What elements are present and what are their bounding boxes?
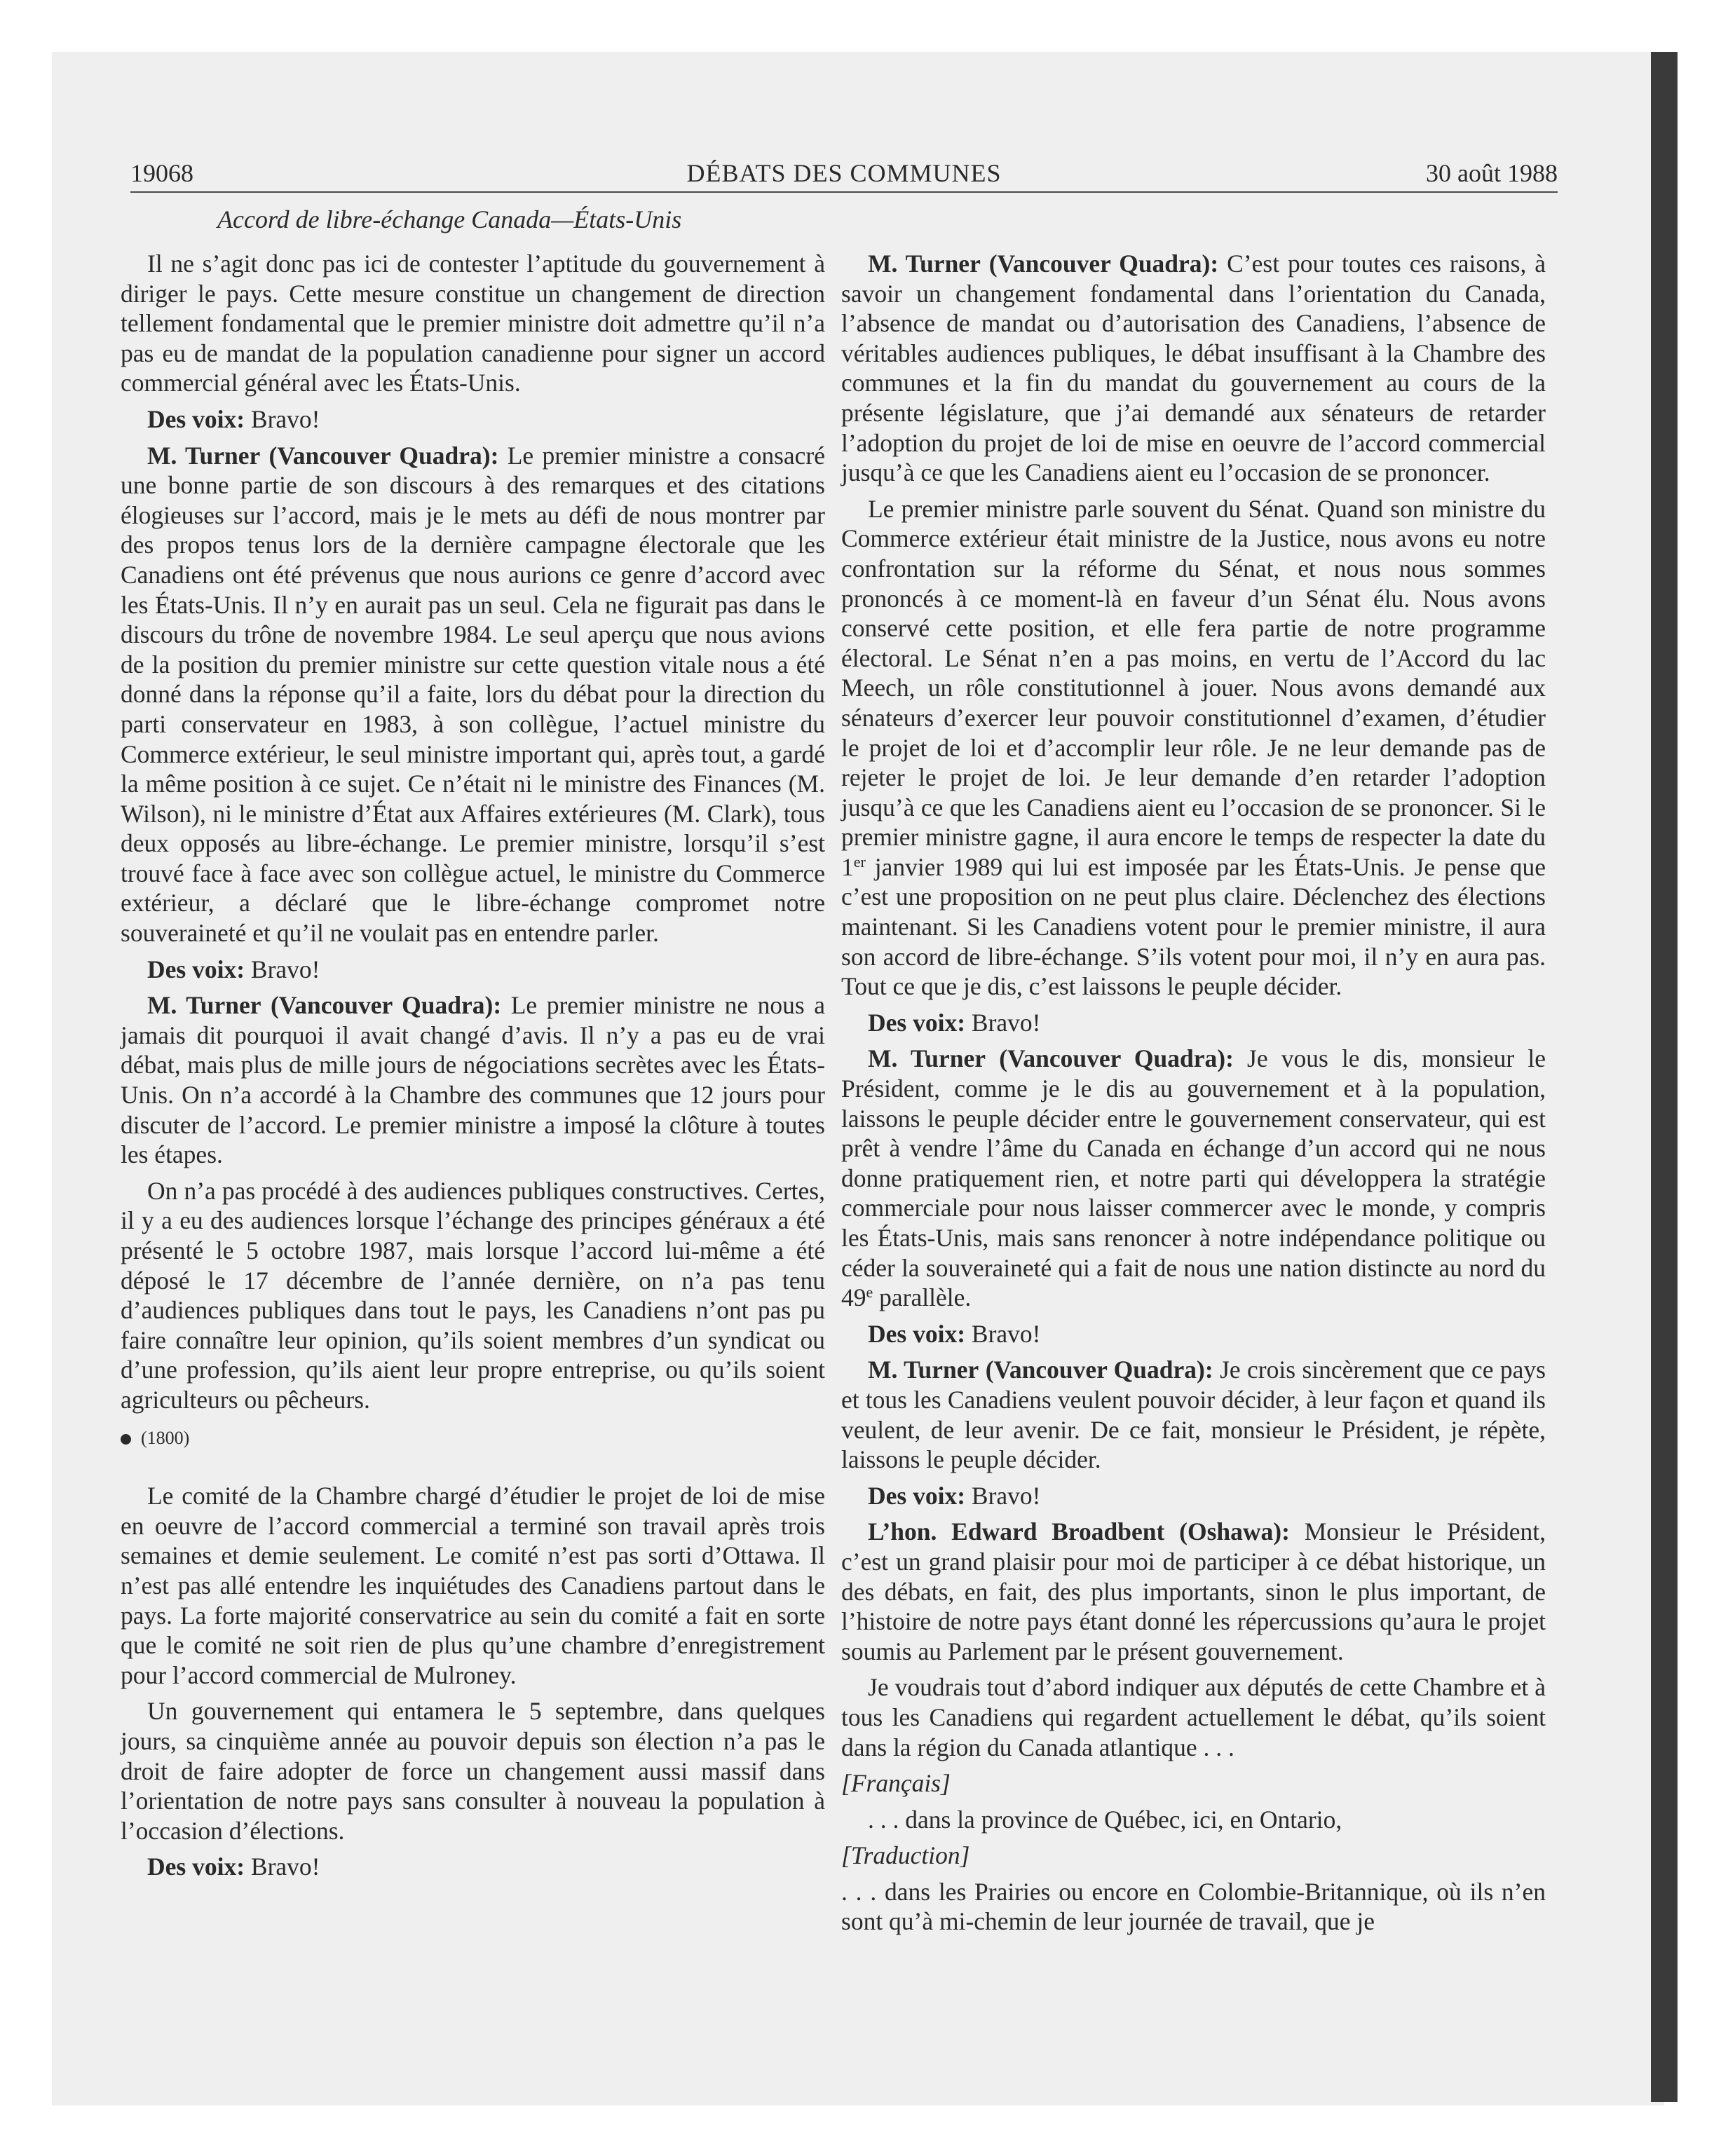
language-marker: [Français] bbox=[841, 1769, 951, 1798]
time-marker-text: (1800) bbox=[141, 1427, 190, 1448]
speaker-label: Des voix: bbox=[868, 1319, 966, 1348]
speaker-label: Des voix: bbox=[868, 1008, 966, 1037]
speaker-riding: (Vancouver Quadra): bbox=[268, 441, 499, 470]
speech-paragraph bbox=[121, 990, 825, 1170]
speech-text: parallèle. bbox=[873, 1283, 972, 1312]
interjection bbox=[841, 1008, 1546, 1038]
interjection bbox=[841, 1481, 1546, 1511]
interjection-text: Bravo! bbox=[965, 1319, 1041, 1348]
interjection bbox=[841, 1319, 1546, 1349]
speaker-name: L’hon. Edward Broadbent (Oshawa): bbox=[868, 1517, 1290, 1546]
paragraph bbox=[841, 494, 1546, 1002]
interjection bbox=[121, 955, 825, 985]
header-rule bbox=[130, 191, 1558, 193]
speaker-riding: (Vancouver Quadra): bbox=[271, 991, 502, 1020]
speaker-riding: (Vancouver Quadra): bbox=[988, 250, 1219, 278]
speech-text: Je vous le dis, monsieur le Président, comme je le dis au gouvernement et à la population, laissons le peuple décider entre le gouvernement conservateur, qui est prêt à vendre l’âme du Canada en échange d’un accord qui ne nous donne pratiquement rien, et notre parti qui développera la stratégie commerciale pour nous laisser commercer avec le monde, y compris les États-Unis, mais sans renoncer à notre indépendance politique ou céder la souveraineté qui a fait de nous une nation distincte au nord du 49 bbox=[841, 1044, 1546, 1312]
interjection-text: Bravo! bbox=[245, 404, 320, 433]
interjection bbox=[121, 404, 825, 435]
paragraph-text: janvier 1989 qui lui est imposée par les États-Unis. Je pense que c’est une proposition on ne peut plus claire. Déclenchez des élections maintenant. Si les Canadiens votent pour le premier ministre, il aura son accord de libre-échange. S’ils votent pour moi, il n’y en aura pas. Tout ce que je dis, c’est laissons le peuple décider. bbox=[841, 852, 1546, 1001]
page-date: 30 août 1988 bbox=[1426, 159, 1558, 187]
speech-paragraph bbox=[841, 249, 1546, 488]
interjection-text: Bravo! bbox=[965, 1481, 1041, 1510]
paragraph: Je voudrais tout d’abord indiquer aux députés de cette Chambre et à tous les Canadiens qui regardent actuellement le débat, qu’ils soient dans la région du Canada atlantique . . . bbox=[841, 1673, 1546, 1761]
scan-edge-bar bbox=[1651, 52, 1678, 2102]
speaker-name: M. Turner bbox=[868, 250, 981, 278]
speech-text: Je crois sincèrement que ce pays et tous les Canadiens veulent pouvoir décider, à leur façon et quand ils veulent, de leur avenir. De ce fait, monsieur le Président, je répète, laissons le peuple décider. bbox=[841, 1356, 1546, 1474]
speaker-riding: (Vancouver Quadra): bbox=[999, 1044, 1234, 1073]
interjection bbox=[121, 1852, 825, 1882]
paragraph: . . . dans la province de Québec, ici, en Ontario, bbox=[868, 1805, 1342, 1834]
speech-text: C’est pour toutes ces raisons, à savoir un changement fondamental dans l’orientation du Canada, l’absence de mandat ou d’autorisation des Canadiens, l’absence de véritables audiences publiques, le débat insuffisant à la Chambre des communes et la fin du mandat du gouvernement au cours de la présente législature, que j’ai demandé aux sénateurs de retarder l’adoption du projet de loi de mise en oeuvre de l’accord commercial jusqu’à ce que les Canadiens aient eu l’occasion de se prononcer. bbox=[841, 250, 1546, 487]
speaker-name: M. Turner bbox=[147, 441, 261, 470]
speaker-name: M. Turner bbox=[147, 991, 261, 1020]
right-column bbox=[841, 249, 1546, 1943]
paragraph: On n’a pas procédé à des audiences publiques constructives. Certes, il y a eu des audiences lorsque l’échange des principes généraux a été présenté le 5 octobre 1987, mais lorsque l’accord lui-même a été déposé le 17 décembre de l’année dernière, on n’a pas tenu d’audiences publiques dans tout le pays, les Canadiens n’ont pas pu faire connaître leur opinion, qu’ils soient membres d’un syndicat ou d’une profession, qu’ils aient leur propre entreprise, ou qu’ils soient agriculteurs ou pêcheurs. bbox=[121, 1176, 825, 1414]
speech-paragraph bbox=[121, 441, 825, 948]
speech-text: Le premier ministre ne nous a jamais dit pourquoi il avait changé d’avis. Il n’y a pas eu de vrai débat, mais plus de mille jours de négociations secrètes avec les États-Unis. On n’a accordé à la Chambre des communes que 12 jours pour discuter de l’accord. Le premier ministre a imposé la clôture à toutes les étapes. bbox=[121, 991, 826, 1169]
speaker-label: Des voix: bbox=[147, 955, 245, 983]
paragraph: Un gouvernement qui entamera le 5 septembre, dans quelques jours, sa cinquième année au pouvoir depuis son élection n’a pas le droit de faire adopter de force un changement aussi massif dans l’orientation de notre pays sans consulter à nouveau la population à l’occasion d’élections. bbox=[121, 1697, 825, 1845]
speech-text: Monsieur le Président, c’est un grand plaisir pour moi de participer à ce débat historique, un des débats, en fait, des plus importants, sinon le plus important, de l’histoire de notre pays étant donné les répercussions qu’aura le projet soumis au Parlement par le présent gouvernement. bbox=[841, 1517, 1546, 1665]
interjection-text: Bravo! bbox=[965, 1008, 1041, 1037]
language-marker: [Traduction] bbox=[841, 1841, 970, 1870]
speaker-riding: (Vancouver Quadra): bbox=[985, 1356, 1213, 1384]
superscript: er bbox=[853, 852, 866, 871]
bullet-icon bbox=[121, 1434, 131, 1445]
left-column bbox=[121, 249, 825, 1888]
page-number: 19068 bbox=[130, 159, 193, 187]
speech-paragraph bbox=[841, 1517, 1546, 1666]
publication-title: DÉBATS DES COMMUNES bbox=[686, 159, 1002, 187]
speech-paragraph bbox=[841, 1044, 1546, 1312]
speaker-label: Des voix: bbox=[868, 1481, 966, 1510]
section-subhead: Accord de libre-échange Canada—États-Unis bbox=[217, 205, 682, 233]
speech-paragraph bbox=[841, 1355, 1546, 1474]
paragraph-text: Le premier ministre parle souvent du Sénat. Quand son ministre du Commerce extérieur était ministre de la Justice, nous avons eu notre confrontation sur la réforme du Sénat, et nous nous sommes prononcés à ce moment-là en faveur d’un Sénat élu. Nous avons conservé cette position, et elle fera partie de notre programme électoral. Le Sénat n’en a pas moins, en vertu de l’Accord du lac Meech, un rôle constitutionnel à jouer. Nous avons demandé aux sénateurs d’exercer leur pouvoir constitutionnel d’examen, d’étudier le projet de loi et d’accomplir leur rôle. Je ne leur demande pas de rejeter le projet de loi. Je leur demande d’en retarder l’adoption jusqu’à ce que les Canadiens aient eu l’occasion de se prononcer. Si le premier ministre gagne, il aura encore le temps de respecter la date du 1 bbox=[841, 494, 1546, 881]
running-header bbox=[130, 156, 1558, 192]
paragraph: Il ne s’agit donc pas ici de contester l’aptitude du gouvernement à diriger le pays. Cette mesure constitue un changement de direction tellement fondamental que le premier ministre doit admettre qu’il n’a pas eu de mandat de la population canadienne pour signer un accord commercial général avec les États-Unis. bbox=[121, 250, 825, 397]
interjection-text: Bravo! bbox=[245, 1853, 320, 1881]
speaker-label: Des voix: bbox=[147, 1853, 245, 1881]
paragraph: Le comité de la Chambre chargé d’étudier le projet de loi de mise en oeuvre de l’accord commercial a terminé son travail après trois semaines et demie seulement. Le comité n’est pas sorti d’Ottawa. Il n’est pas allé entendre les inquiétudes des Canadiens partout dans le pays. La forte majorité conservatrice au sein du comité a fait en sorte que le comité ne soit rien de plus qu’une chambre d’enregistrement pour l’accord commercial de Mulroney. bbox=[121, 1482, 825, 1689]
time-marker bbox=[121, 1424, 825, 1454]
superscript: e bbox=[866, 1283, 873, 1302]
speech-text: Le premier ministre a consacré une bonne partie de son discours à des remarques et des citations élogieuses sur l’accord, mais je le mets au défi de nous montrer par des propos tenus lors de la dernière campagne électorale que les Canadiens ont été prévenus que nous aurions ce genre d’accord avec les États-Unis. Il n’y en aurait pas un seul. Cela ne figurait pas dans le discours du trône de novembre 1984. Le seul aperçu que nous avions de la position du premier ministre sur cette question vitale nous a été donné dans la réponse qu’il a faite, lors du débat pour la direction du parti conservateur en 1983, à son collègue, l’actuel ministre du Commerce extérieur, le seul ministre important qui, après tout, a gardé la même position à ce sujet. Ce n’était ni le ministre des Finances (M. Wilson), ni le ministre d’État aux Affaires extérieures (M. Clark), tous deux opposés au libre-échange. Le premier ministre, lorsqu’il s’est trouvé face à face avec son collègue actuel, le ministre du Commerce extérieur, a déclaré que le libre-échange compromet notre souveraineté et qu’il ne voulait pas en entendre parler. bbox=[121, 441, 825, 948]
paragraph: . . . dans les Prairies ou encore en Colombie-Britannique, où ils n’en sont qu’à mi-chemin de leur journée de travail, que je bbox=[841, 1877, 1546, 1936]
interjection-text: Bravo! bbox=[245, 955, 320, 983]
speaker-label: Des voix: bbox=[147, 404, 245, 433]
speaker-name: M. Turner bbox=[868, 1044, 986, 1073]
speaker-name: M. Turner bbox=[868, 1356, 979, 1384]
